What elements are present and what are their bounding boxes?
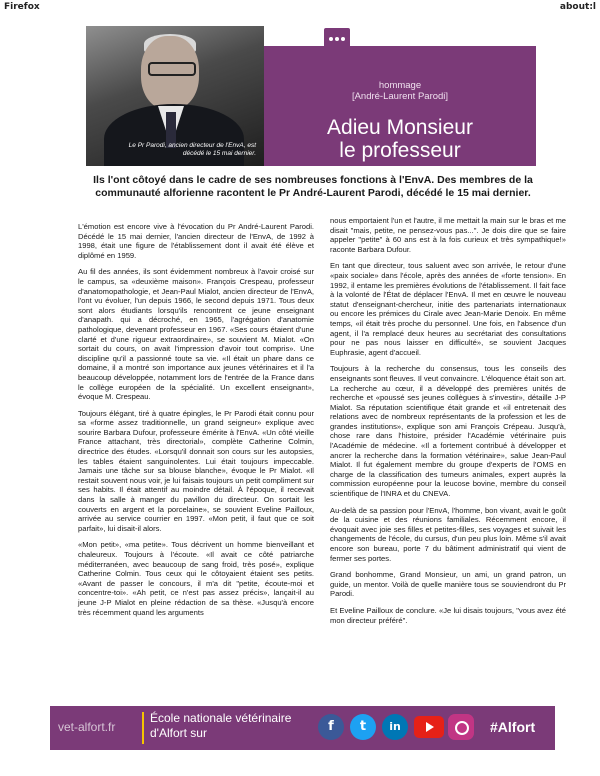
kicker: hommage [André-Laurent Parodi] (351, 80, 449, 102)
divider (142, 712, 144, 744)
paragraph: En tant que directeur, tous saluent avec son arrivée, le retour d'une «paix sociale» dans l'école, après des années de «forte tension». En 1992, il entame les premières évolutions de l'établissement. Il fait face à la volonté de l'État de déplacer l'EnvA. Il met en œuvre le nouveau statut d'enseignant-chercheur, initie des partenariats internationaux ou encore les prémices du Cirale avec Jean-Marie Denoix. En même temps, «il était très proche du personnel. Une fois, en l'absence d'un agent, il l'a remplacé deux heures au secrétariat des consultations pour ne pas nous laisser en difficulté», se souvient Jacques Euphrasie, agent d'accueil. (330, 261, 566, 357)
facebook-icon[interactable]: f (318, 714, 344, 740)
paragraph: Et Eveline Pailloux de conclure. «Je lui disais toujours, "vous avez été mon directeur préféré". (330, 605, 566, 625)
paragraph: Au-delà de sa passion pour l'EnvA, l'homme, bon vivant, avait le goût de la cuisine et des réunions familiales. Récemment encore, il évoquait avec joie ses filles et petites-filles, ses voyages et suivait les changements de l'école, du cursus, d'un peu plus loin. Même s'il avait encore son bureau, porte 7 du bâtiment administratif qui vient de fermer ses portes. (330, 505, 566, 563)
title-banner (264, 46, 536, 166)
magazine-page (38, 26, 568, 771)
paragraph: Grand bonhomme, Grand Monsieur, un ami, un grand patron, un guide, un mentor. Voilà de quelle manière tous se souviendront du Pr Parodi. (330, 570, 566, 599)
twitter-icon[interactable]: t (350, 714, 376, 740)
paragraph: Au fil des années, ils sont évidemment nombreux à l'avoir croisé sur le campus, sa «deuxième maison». François Crespeau, professeur d'anatomopathologie, et Jean-Paul Mialot, ancien directeur de l'EnvA, l'ont vu évoluer, l'un depuis 1966, le second depuis 1971. Tous deux sont alors étudiants lorsqu'ils rencontrent ce jeune enseignant d'anapath. qui a décroché, en 1965, l'agrégation d'anatomie pathologique, devenant professeur en 1967. «Ses cours étaient d'une clarté et d'une rigueur extraordinaire», se souvient M. Mialot. «On sortait du cours, on avait l'impression d'avoir tout compris». Une discipline qu'il a passionné toute sa vie. «Il était un phare dans ce domaine, il a montré son importance aux jeunes vétérinaires et il l'a beaucoup développée, notamment lors de l'entrée de la France dans le collège européen de la spécialité. Un excellent enseignant», évoque M. Crespeau. (78, 267, 314, 402)
paragraph: L'émotion est encore vive à l'évocation du Pr André-Laurent Parodi. Décédé le 15 mai dernier, l'ancien directeur de l'EnvA, de 1992 à 1998, était une figure de l'établissement dont il avait été élève et diplômé en 1959. (78, 222, 314, 260)
browser-url: about:l (559, 2, 596, 12)
paragraph: nous emportaient l'un et l'autre, il me mettait la main sur le bras et me disait "mais, petite, ne pensez-vous pas...". Je dois dire que se faire appeler "petite" à 60 ans est à la fois curieux et très sympathique!» raconte Barbara Dufour. (330, 216, 566, 254)
hashtag: #Alfort (490, 719, 536, 735)
portrait-photo (86, 26, 264, 166)
lede: Ils l'ont côtoyé dans le cadre de ses nombreuses fonctions à l'EnvA. Des membres de la communauté alforienne racontent le Pr André-Laurent Parodi, décédé le 15 mai dernier. (93, 174, 533, 199)
instagram-icon[interactable] (448, 714, 474, 740)
article-column-2 (330, 216, 566, 632)
linkedin-icon[interactable]: in (382, 714, 408, 740)
browser-bar (0, 0, 600, 14)
hero (86, 26, 536, 166)
youtube-icon[interactable] (414, 716, 444, 738)
photo-caption: Le Pr Parodi, ancien directeur de l'EnvA, est décédé le 15 mai dernier. (128, 142, 256, 157)
page-title: Adieu Monsieur le professeur (327, 116, 473, 162)
browser-name: Firefox (4, 2, 40, 12)
paragraph: Toujours élégant, tiré à quatre épingles, le Pr Parodi était connu pour sa «forme assez traditionnelle, un grand seigneur» explique avec sourire Barbara Dufour, professeure émérite à l'EnvA. «Un côté vieille France attachant, très directorial», complète Catherine Colmin, directrice des études. «Lorsqu'il donnait son cours sur les autopsies, les tables étaient sanguinolentes. Lui était toujours impeccable. Jamais une tâche sur sa blouse blanche», évoque le Pr Mialot. «Il restait souvent nous voir, je lui faisais toujours un petit compliment sur ses habits. Il était attentif au moindre détail. À l'époque, il recevait dans la salle à manger du pavillon du directeur. On sortait les couverts en argent et la porcelaine», se souvient Eveline Pailloux, arrivée au service courrier en 1997. «Mon petit, il faut que ce soit parfait», lui disait-il alors. (78, 408, 314, 533)
paragraph: «Mon petit», «ma petite». Tous décrivent un homme bienveillant et chaleureux. Toujours à l'écoute. «Il avait ce côté patriarche méditerranéen, avec beaucoup de sang froid, très posé», explique Catherine Colmin. Tous ceux qui le côtoyaient étaient ses petits. «Avant de passer le concours, il m'a dit "petite, écoute-moi et concentre-toi». «Ah petit, ce n'est pas assez précis», lançait-il au jeune J-P Mialot en pleine rédaction de sa thèse. «Jusqu'à encore très récemment quand les arguments (78, 540, 314, 617)
website-link[interactable]: vet-alfort.fr (58, 720, 116, 734)
footer-banner (50, 706, 555, 750)
paragraph: Toujours à la recherche du consensus, tous les conseils des enseignants sont fleuves. Il veut convaincre. L'éloquence était son art. La recherche au cœur, il a développé des premières unités de recherche et «poussé ses jeunes collègues à s'investir», détaille J-P Mialot. Sa réputation scientifique était grande et «il entretenait des relations avec de nombreux représentants de la profession et les de grandes institutions», explique son ami François Crépeau. Jusqu'à, chose rare dans l'histoire, présider l'Académie vétérinaire puis l'Académie de médecine. «Il a fortement contribué à développer et ancrer la recherche dans la formation vétérinaire», salue Jean-Paul Mialot. Il fut également membre du groupe d'experts de l'OMS en charge de la classification des tumeurs animales, expert auprès la commission européenne pour la leucose bovine, membre du conseil scientifique de l'INRA et du CNEVA. (330, 364, 566, 499)
school-name: École nationale vétérinaire d'Alfort sur (150, 711, 292, 740)
article-column-1 (78, 222, 314, 624)
